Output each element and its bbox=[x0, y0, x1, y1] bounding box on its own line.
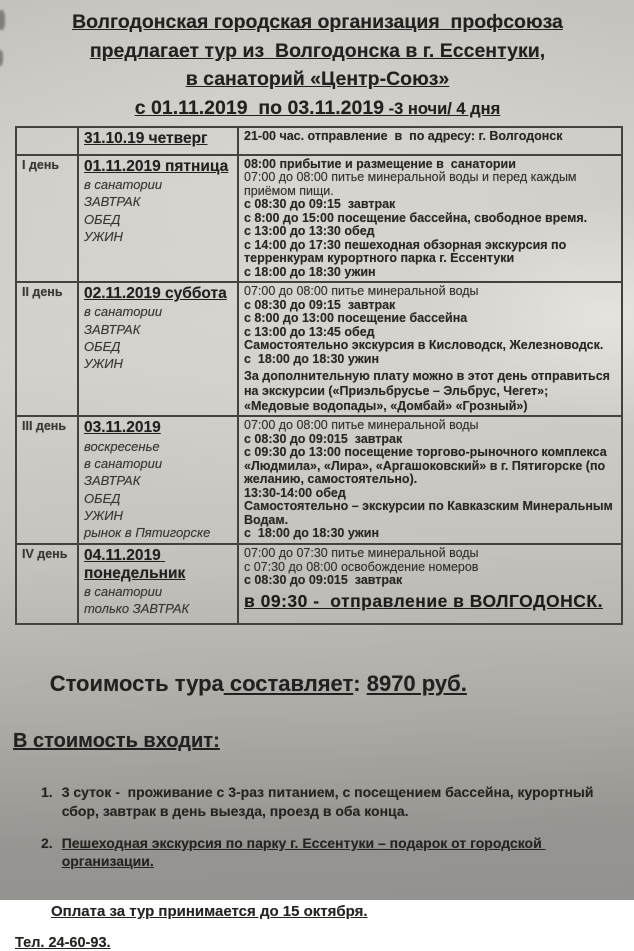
date-note: в санатории bbox=[84, 176, 163, 192]
date-heading: 03.11.2019 bbox=[84, 419, 161, 437]
title-nights: -3 ночи/ 4 дня bbox=[384, 99, 501, 118]
schedule-line: 07:00 до 08:00 питье минеральной воды bbox=[244, 284, 479, 299]
date-note: УЖИН bbox=[84, 356, 123, 372]
schedule-line: с 18:00 до 18:30 ужин bbox=[244, 351, 380, 366]
date-note: в санатории bbox=[84, 456, 163, 472]
list-item-text: 3 суток - проживание с 3-раз питанием, с посещением бассейна, курортный сбор, завтрак в день выезда, проезд в оба конца. bbox=[61, 784, 598, 820]
details-cell bbox=[238, 544, 622, 624]
schedule-line: с 08:30 до 09:15 завтрак bbox=[244, 197, 396, 212]
date-heading: 02.11.2019 суббота bbox=[84, 285, 227, 303]
title-dates: с 01.11.2019 по 03.11.2019 bbox=[134, 96, 385, 119]
details-cell bbox=[238, 282, 622, 416]
schedule-line: Самостоятельно экскурсия в Кисловодск, Железноводск. bbox=[244, 338, 604, 353]
date-cell bbox=[78, 155, 238, 283]
includes-list bbox=[13, 783, 622, 870]
date-note: ЗАВТРАК bbox=[84, 321, 141, 337]
date-note: ЗАВТРАК bbox=[84, 194, 141, 210]
schedule-line: с 14:00 до 17:30 пешеходная обзорная экскурсия по терренкурам курортного парка г. Ессентуки bbox=[244, 237, 570, 266]
schedule-row-day2 bbox=[16, 282, 622, 416]
schedule-table bbox=[15, 126, 623, 626]
date-heading: 31.10.19 четверг bbox=[84, 129, 208, 147]
schedule-line: с 18:00 до 18:30 ужин bbox=[244, 526, 380, 541]
list-item bbox=[41, 834, 622, 871]
schedule-line: За дополнительную плату можно в этот день отправиться на экскурсии («Приэльбрусье – Эльбрус, Чегет»; «Медовые водопады», «Домбай» «Грозный») bbox=[244, 369, 614, 413]
schedule-line: с 08:30 до 09:015 завтрак bbox=[244, 573, 403, 588]
date-note: ОБЕД bbox=[84, 490, 121, 506]
schedule-row-departure bbox=[16, 127, 622, 155]
schedule-row-day3 bbox=[16, 416, 622, 544]
date-cell bbox=[78, 127, 238, 155]
date-cell bbox=[78, 544, 238, 624]
date-note: ЗАВТРАК bbox=[84, 473, 141, 489]
price-colon: : bbox=[353, 671, 367, 697]
date-note: УЖИН bbox=[84, 507, 123, 523]
schedule-line: с 13:00 до 13:45 обед bbox=[244, 324, 375, 339]
day-cell: II день bbox=[16, 282, 78, 416]
schedule-line: 07:00 до 08:00 питье минеральной воды bbox=[244, 418, 479, 433]
schedule-line: 13:30-14:00 обед bbox=[244, 485, 346, 500]
list-item-number: 1. bbox=[41, 784, 53, 801]
list-item-number: 2. bbox=[41, 834, 53, 851]
schedule-line: 08:00 прибытие и размещение в санатории bbox=[244, 156, 516, 171]
title-line-1: Волгодонская городская организация профсоюза bbox=[72, 11, 563, 33]
date-note: воскресенье bbox=[84, 438, 160, 454]
date-note: ОБЕД bbox=[84, 339, 121, 355]
date-note: УЖИН bbox=[84, 228, 123, 244]
schedule-line: с 18:00 до 18:30 ужин bbox=[244, 264, 376, 279]
title-line-4 bbox=[135, 97, 500, 119]
details-cell bbox=[238, 155, 622, 283]
includes-title: В стоимость входит: bbox=[13, 730, 220, 753]
date-cell bbox=[78, 282, 238, 416]
day-cell: III день bbox=[16, 416, 78, 544]
title-line-3: в санаторий «Центр-Союз» bbox=[185, 68, 450, 91]
photo-edge-smudge bbox=[0, 10, 5, 30]
date-note: рынок в Пятигорске bbox=[84, 525, 211, 541]
schedule-line: с 8:00 до 15:00 посещение бассейна, свободное время. bbox=[244, 210, 588, 225]
schedule-line: 07:00 до 08:00 питье минеральной воды и перед каждым приёмом пищи. bbox=[244, 170, 581, 198]
schedule-line: 07:00 до 07:30 питье минеральной воды bbox=[244, 546, 479, 561]
schedule-line: с 08:30 до 09:015 завтрак bbox=[244, 431, 403, 446]
departure-highlight-line: в 09:30 - отправление в ВОЛГОДОНСК. bbox=[244, 590, 603, 611]
schedule-line: с 09:30 до 13:00 посещение торгово-рыночного комплекса «Людмила», «Лира», «Аргашоковский» в г. Пятигорске (по желанию, самостоятельно). bbox=[244, 445, 611, 487]
date-note: в санатории bbox=[84, 304, 163, 320]
date-cell bbox=[78, 416, 238, 544]
schedule-line: 21-00 час. отправление в по адресу: г. Волгодонск bbox=[244, 128, 563, 143]
schedule-line: с 13:00 до 13:30 обед bbox=[244, 224, 375, 239]
date-note: в санатории bbox=[84, 584, 163, 600]
schedule-line: с 08:30 до 09:15 завтрак bbox=[244, 297, 396, 312]
title-line-2: предлагает тур из Волгодонска в г. Ессентуки, bbox=[89, 39, 546, 62]
price-label: Стоимость тура bbox=[49, 671, 224, 697]
date-note: ОБЕД bbox=[84, 211, 121, 227]
tour-title bbox=[13, 6, 622, 123]
schedule-row-day4 bbox=[16, 544, 622, 624]
payment-deadline-note: Оплата за тур принимается до 15 октября. bbox=[51, 902, 368, 920]
date-heading: 04.11.2019 понедельник bbox=[84, 547, 186, 582]
price-value: 8970 руб. bbox=[366, 671, 467, 697]
day-cell bbox=[16, 127, 78, 155]
schedule-line: с 07:30 до 08:00 освобождение номеров bbox=[244, 559, 479, 574]
price-line bbox=[13, 645, 622, 723]
details-cell bbox=[238, 127, 622, 155]
schedule-row-day1 bbox=[16, 155, 622, 283]
price-word: составляет bbox=[223, 671, 354, 697]
schedule-line: Самостоятельно – экскурсии по Кавказским Минеральным Водам. bbox=[244, 499, 617, 527]
list-item-text: Пешеходная экскурсия по парку г. Ессентуки – подарок от городской организации. bbox=[61, 834, 546, 870]
list-item bbox=[41, 783, 622, 820]
phone-number: Тел. 24-60-93. bbox=[15, 934, 111, 951]
date-note: только ЗАВТРАК bbox=[84, 601, 190, 617]
details-cell bbox=[238, 416, 622, 544]
day-cell: IV день bbox=[16, 544, 78, 624]
date-heading: 01.11.2019 пятница bbox=[84, 157, 229, 175]
day-cell: I день bbox=[16, 155, 78, 283]
schedule-line: с 8:00 до 13:00 посещение бассейна bbox=[244, 311, 468, 326]
